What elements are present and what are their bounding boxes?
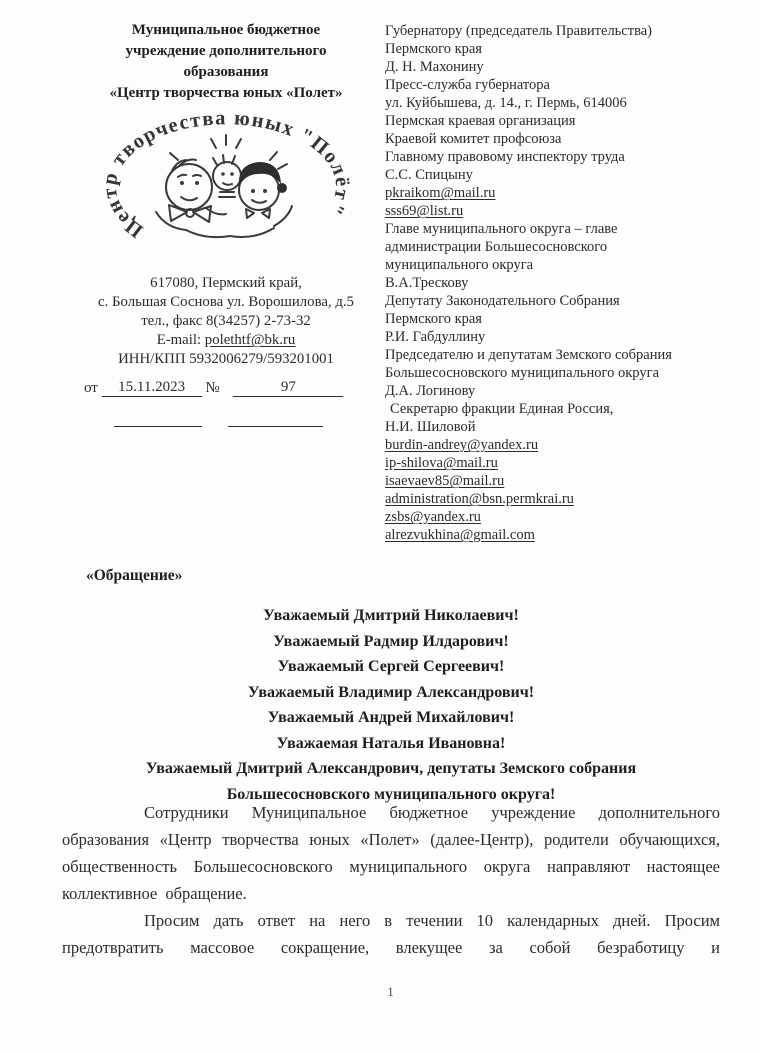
org-name-line: учреждение дополнительного bbox=[125, 43, 327, 59]
recipient-email: zsbs@yandex.ru bbox=[385, 509, 481, 525]
greeting-line: Уважаемый Дмитрий Александрович, депутаты Земского собрания bbox=[145, 760, 637, 777]
org-address bbox=[62, 274, 390, 369]
recipient-line: С.С. Спицыну bbox=[385, 167, 473, 183]
greetings-block bbox=[62, 603, 720, 807]
recipient-line: Н.И. Шиловой bbox=[385, 419, 476, 435]
greeting-line: Уважаемый Сергей Сергеевич! bbox=[277, 658, 505, 675]
recipient-line: Депутату Законодательного Собрания bbox=[385, 293, 620, 309]
subject-title: «Обращение» bbox=[86, 567, 183, 584]
greeting-line: Уважаемый Андрей Михайлович! bbox=[267, 709, 515, 726]
greeting-line: Уважаемый Дмитрий Николаевич! bbox=[263, 607, 519, 624]
ref-number: 97 bbox=[233, 379, 343, 397]
org-email-link: polethtf@bk.ru bbox=[204, 332, 296, 348]
recipient-line: Пресс-служба губернатора bbox=[385, 77, 550, 93]
greeting-line: Большесосновского муниципального округа! bbox=[226, 785, 556, 803]
recipient-line: Главному правовому инспектору труда bbox=[385, 149, 625, 165]
recipient-email: isaevaev85@mail.ru bbox=[385, 473, 505, 489]
org-name-line: «Центр творчества юных «Полет» bbox=[109, 85, 343, 101]
recipient-email: alrezvukhina@gmail.com bbox=[385, 527, 535, 543]
greeting-line: Уважаемая Наталья Ивановна! bbox=[276, 734, 506, 752]
recipient-line: Р.И. Габдуллину bbox=[385, 329, 486, 345]
recipient-line: Главе муниципального округа – главе bbox=[385, 221, 618, 237]
page-number: 1 bbox=[387, 984, 395, 999]
letter-body bbox=[62, 799, 720, 961]
ref-date: 15.11.2023 bbox=[102, 379, 202, 397]
body-paragraph: Сотрудники Муниципальное бюджетное учреждение дополнительного образования «Центр творчества юных «Полет» (далее-Центр), родители обучающихся, общественность Большесосновского муниципального округа направляют настоящее коллективное обращение. bbox=[62, 803, 720, 903]
address-line: тел., факс 8(34257) 2-73-32 bbox=[141, 313, 311, 329]
recipient-line: Секретарю фракции Единая Россия, bbox=[390, 401, 614, 417]
recipient-line: Большесосновского муниципального округа bbox=[385, 365, 659, 381]
recipient-email: sss69@list.ru bbox=[385, 203, 464, 219]
recipients-block bbox=[385, 22, 755, 544]
org-name-line: образования bbox=[183, 64, 269, 80]
recipient-line: администрации Большесосновского bbox=[385, 239, 608, 255]
recipient-email: pkraikom@mail.ru bbox=[385, 185, 496, 201]
ref-blank-line bbox=[62, 409, 390, 427]
email-label: E-mail: bbox=[156, 332, 202, 348]
blank-underline bbox=[228, 412, 323, 427]
recipient-line: Председателю и депутатам Земского собрания bbox=[385, 347, 672, 363]
recipient-line: Д. Н. Махонину bbox=[385, 59, 484, 75]
greeting-line: Уважаемый Владимир Александрович! bbox=[247, 683, 535, 701]
children-cartoon-icon bbox=[156, 135, 292, 237]
email-line bbox=[62, 331, 390, 350]
recipient-email: administration@bsn.permkrai.ru bbox=[385, 491, 574, 507]
body-paragraph: Просим дать ответ на него в течении 10 календарных дней. Просим предотвратить массовое сокращение, влекущее за собой безработицу и bbox=[62, 911, 720, 957]
greeting-line: Уважаемый Радмир Илдарович! bbox=[273, 632, 509, 650]
recipient-line: Пермского края bbox=[385, 41, 482, 57]
org-name-line: Муниципальное бюджетное bbox=[131, 22, 321, 38]
sender-block bbox=[62, 20, 390, 427]
recipient-line: муниципального округа bbox=[385, 257, 534, 273]
ref-line bbox=[62, 379, 390, 397]
recipient-line: Краевой комитет профсоюза bbox=[385, 131, 562, 147]
ref-number-label: № bbox=[205, 380, 220, 396]
recipient-line: Д.А. Логинову bbox=[385, 383, 476, 399]
address-line: с. Большая Соснова ул. Ворошилова, д.5 bbox=[98, 294, 354, 310]
org-name bbox=[62, 20, 390, 104]
ref-from-label: от bbox=[84, 380, 98, 396]
recipient-email: burdin-andrey@yandex.ru bbox=[385, 437, 539, 453]
recipient-line: Пермского края bbox=[385, 311, 482, 327]
recipient-line: В.А.Трескову bbox=[385, 275, 469, 291]
inn-line: ИНН/КПП 5932006279/593201001 bbox=[118, 351, 334, 367]
blank-underline bbox=[114, 412, 202, 427]
address-line: 617080, Пермский край, bbox=[150, 275, 302, 291]
recipient-line: Пермская краевая организация bbox=[385, 113, 576, 129]
logo-stamp-svg bbox=[94, 108, 359, 268]
recipient-line: ул. Куйбышева, д. 14., г. Пермь, 614006 bbox=[385, 95, 627, 111]
logo-arc-text: Центр творчества юных "Полёт" bbox=[98, 108, 353, 242]
recipient-email: ip-shilova@mail.ru bbox=[385, 455, 498, 471]
logo-stamp bbox=[94, 108, 359, 268]
recipient-line: Губернатору (председатель Правительства) bbox=[385, 23, 652, 39]
